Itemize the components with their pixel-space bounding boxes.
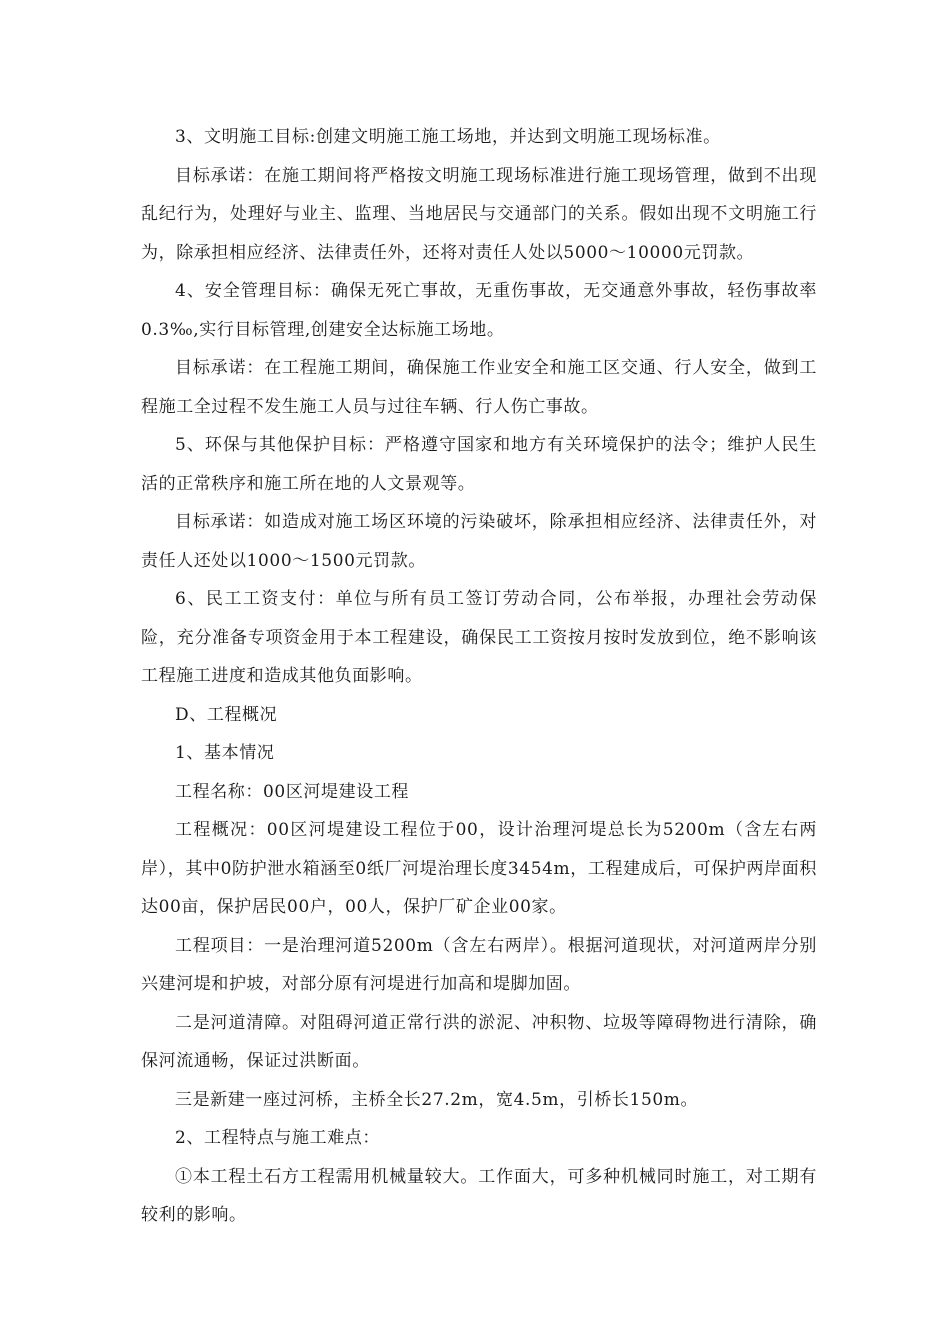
paragraph-new-bridge: 三是新建一座过河桥，主桥全长27.2m，宽4.5m，引桥长150m。 — [175, 1089, 699, 1110]
paragraph-project-items: 工程项目：一是治理河道5200m（含左右两岸）。根据河道现状，对河道两岸分别兴建河堤和护坡，对部分原有河堤进行加高和堤脚加固。 — [141, 935, 817, 994]
section-heading-project-overview: D、工程概况 — [175, 704, 278, 725]
paragraph-civilized-construction-commitment: 目标承诺：在施工期间将严格按文明施工现场标准进行施工现场管理，做到不出现乱纪行为，处理好与业主、监理、当地居民与交通部门的关系。假如出现不文明施工行为，除承担相应经济、法律责任外，还将对责任人处以5000～10000元罚款。 — [141, 165, 817, 263]
paragraph-safety-management-goal: 4、安全管理目标：确保无死亡事故，无重伤事故，无交通意外事故，轻伤事故率0.3‰,实行目标管理,创建安全达标施工场地。 — [141, 281, 817, 340]
subheading-features-difficulties: 2、工程特点与施工难点： — [175, 1128, 381, 1148]
document-body — [141, 118, 817, 1235]
subheading-basic-info: 1、基本情况 — [175, 743, 275, 763]
paragraph-project-overview: 工程概况：00区河堤建设工程位于00，设计治理河堤总长为5200m（含左右两岸），其中0防护泄水箱涵至0纸厂河堤治理长度3454m，工程建成后，可保护两岸面积达00亩，保护居民00户，00人，保护厂矿企业00家。 — [141, 820, 817, 917]
paragraph-earthwork-feature: ①本工程土石方工程需用机械量较大。工作面大，可多种机械同时施工，对工期有较利的影响。 — [141, 1166, 817, 1225]
paragraph-environmental-commitment: 目标承诺：如造成对施工场区环境的污染破坏，除承担相应经济、法律责任外，对责任人还处以1000～1500元罚款。 — [141, 512, 817, 571]
paragraph-safety-commitment: 目标承诺：在工程施工期间，确保施工作业安全和施工区交通、行人安全，做到工程施工全过程不发生施工人员与过往车辆、行人伤亡事故。 — [141, 358, 817, 417]
paragraph-project-name: 工程名称：00区河堤建设工程 — [175, 781, 410, 802]
paragraph-river-clearing: 二是河道清障。对阻碍河道正常行洪的淤泥、冲积物、垃圾等障碍物进行清除，确保河流通畅，保证过洪断面。 — [141, 1012, 817, 1071]
paragraph-wage-payment: 6、民工工资支付：单位与所有员工签订劳动合同，公布举报，办理社会劳动保险，充分准备专项资金用于本工程建设，确保民工工资按月按时发放到位，绝不影响该工程施工进度和造成其他负面影响。 — [141, 589, 817, 686]
paragraph-civilized-construction-goal: 3、文明施工目标:创建文明施工施工场地，并达到文明施工现场标准。 — [175, 127, 721, 147]
paragraph-environmental-goal: 5、环保与其他保护目标：严格遵守国家和地方有关环境保护的法令；维护人民生活的正常秩序和施工所在地的人文景观等。 — [141, 435, 817, 494]
